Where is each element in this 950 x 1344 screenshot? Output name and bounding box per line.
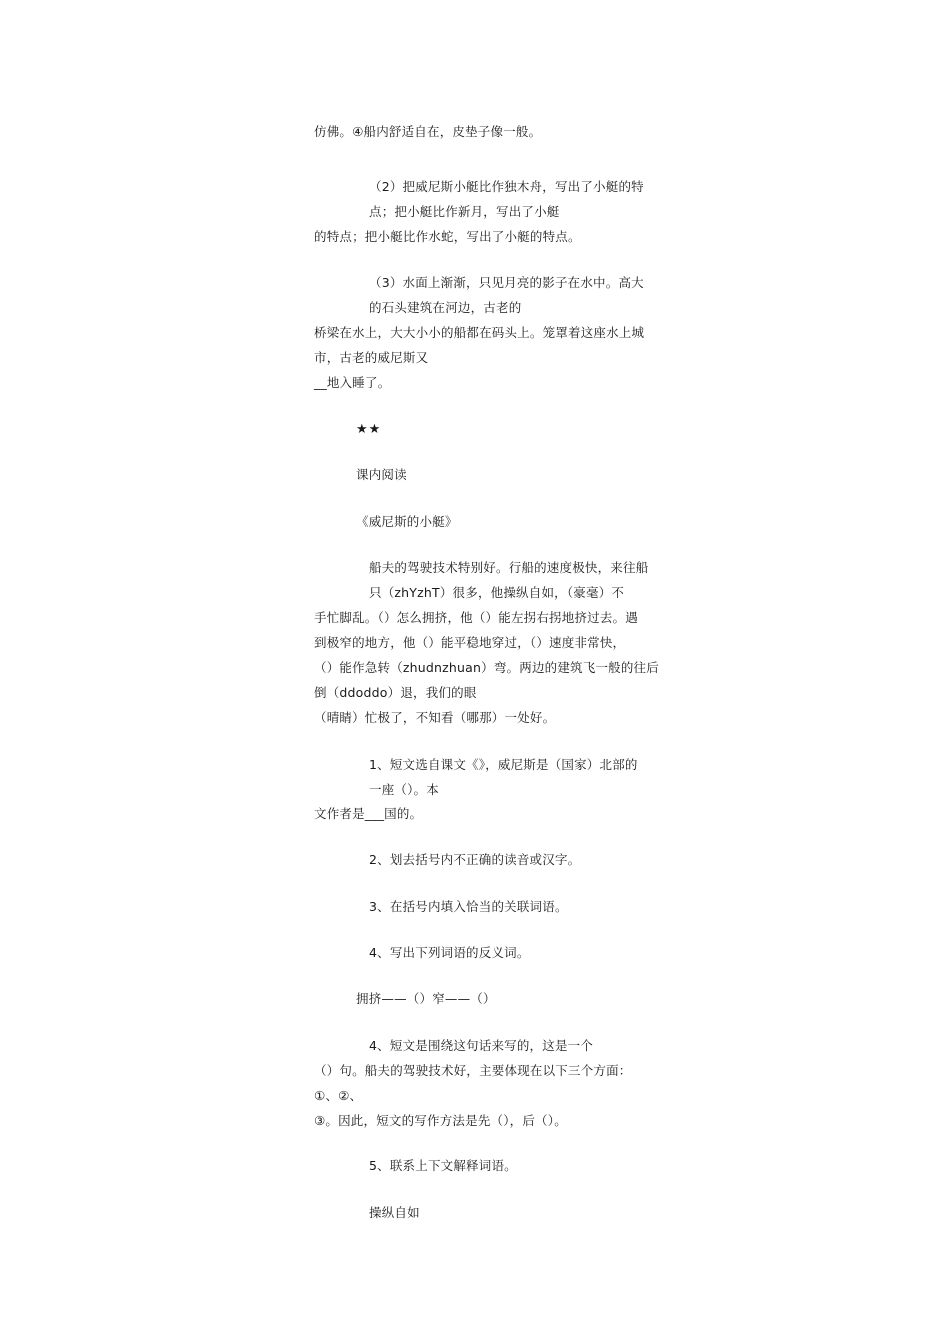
question-4: 4、写出下列词语的反义词。 [369, 945, 530, 960]
passage-line: （）能作急转（zhudnzhuan）弯。两边的建筑飞一般的往后 [314, 660, 659, 675]
passage-line: 倒（ddoddo）退，我们的眼 [314, 685, 477, 700]
passage-line: 到极窄的地方，他（）能平稳地穿过，（）速度非常快， [314, 635, 626, 650]
text-line: 仿佛。④船内舒适自在，皮垫子像一般。 [314, 124, 542, 139]
text-line: （2）把威尼斯小艇比作独木舟，写出了小艇的特 [369, 179, 644, 194]
text-line: 的特点；把小艇比作水蛇，写出了小艇的特点。 [314, 229, 581, 244]
text-line: 桥梁在水上，大大小小的船都在码头上。笼罩着这座水上城 [314, 325, 645, 340]
question-4b: 4、短文是围绕这句话来写的，这是一个 [369, 1038, 594, 1053]
antonym-line: 拥挤——（）窄——（） [356, 991, 496, 1006]
passage-line: 手忙脚乱。（）怎么拥挤，他（）能左拐右拐地挤过去。遇 [314, 610, 638, 625]
question-1-cont: 一座（）。本 [369, 782, 439, 797]
question-4b-cont: ③。因此，短文的写作方法是先（），后（）。 [314, 1113, 567, 1128]
text-line: 点；把小艇比作新月，写出了小艇 [369, 204, 560, 219]
vocab-term: 操纵自如 [369, 1205, 420, 1220]
passage-title: 《威尼斯的小艇》 [356, 514, 458, 529]
text-line: __地入睡了。 [314, 375, 391, 390]
question-1: 1、短文选自课文《》，威尼斯是（国家）北部的 [369, 757, 638, 772]
question-4b-cont: ①、②、 [314, 1088, 363, 1103]
question-4b-cont: （）句。船夫的驾驶技术好，主要体现在以下三个方面： [314, 1063, 632, 1078]
question-2: 2、划去括号内不正确的读音或汉字。 [369, 852, 581, 867]
text-line: （3）水面上渐渐，只见月亮的影子在水中。高大 [369, 275, 644, 290]
passage-line: 船夫的驾驶技术特别好。行船的速度极快，来往船 [369, 560, 649, 575]
question-5: 5、联系上下文解释词语。 [369, 1158, 517, 1173]
passage-line: 只（zhYzhT）很多，他操纵自如，（豪毫）不 [369, 585, 625, 600]
question-3: 3、在括号内填入恰当的关联词语。 [369, 899, 568, 914]
text-line: 的石头建筑在河边，古老的 [369, 300, 522, 315]
question-1-cont: 文作者是___国的。 [314, 806, 423, 821]
passage-line: （晴睛）忙极了，不知看（哪那）一处好。 [314, 710, 556, 725]
section-heading: 课内阅读 [356, 467, 407, 482]
text-line: 市，古老的威尼斯又 [314, 350, 429, 365]
difficulty-stars: ★★ [356, 422, 382, 437]
